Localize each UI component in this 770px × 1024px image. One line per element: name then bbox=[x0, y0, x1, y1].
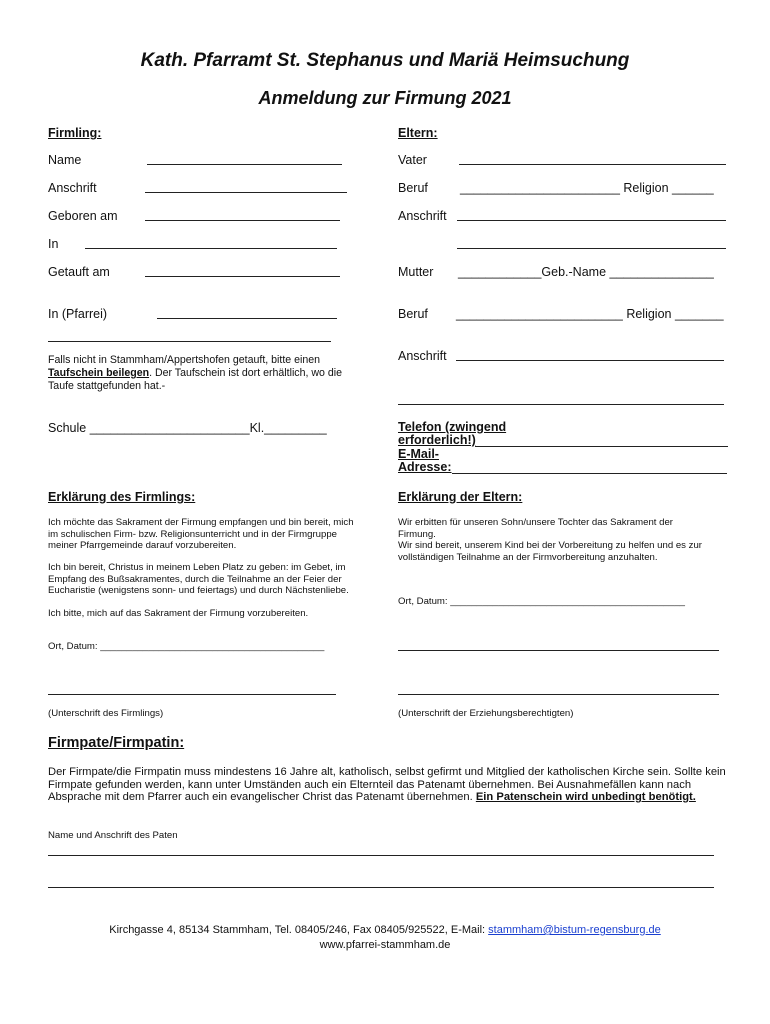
anschrift-2-field-2[interactable] bbox=[398, 404, 724, 405]
in-pfarrei-field[interactable] bbox=[157, 318, 337, 319]
name-field[interactable] bbox=[147, 164, 342, 165]
paten-name-field[interactable] bbox=[48, 855, 714, 856]
eltern-anschrift-field[interactable] bbox=[457, 220, 726, 221]
email-field[interactable] bbox=[452, 473, 727, 474]
erklaerung-eltern-heading: Erklärung der Eltern: bbox=[398, 490, 523, 504]
eltern-anschrift-label: Anschrift bbox=[398, 209, 447, 223]
eltern-anschrift-field-2[interactable] bbox=[457, 248, 726, 249]
beruf-2-label: Beruf bbox=[398, 307, 428, 321]
footer-email-link[interactable]: stammham@bistum-regensburg.de bbox=[488, 924, 661, 936]
firmling-signature-field[interactable] bbox=[48, 694, 336, 695]
page-subtitle: Anmeldung zur Firmung 2021 bbox=[258, 88, 512, 108]
footer-web: www.pfarrei-stammham.de bbox=[319, 939, 451, 951]
getauft-am-label: Getauft am bbox=[48, 265, 110, 279]
beruf-religion-field[interactable]: _______________________ Religion ______ bbox=[460, 181, 714, 195]
firmpate-text: Der Firmpate/die Firmpatin muss mindestens 16 Jahre alt, katholisch, selbst gefirmt und Mitglied der katholischen Kirche sein. Sollte kein Firmpate gefunden werden, kann unter Umständen auch ein Elternteil das Patenamt übernehmen. Bei Ausnahmefällen kann nach Absprache mit dem Pfarrer auch ein evangelischer Christ das Patenamt übernehmen. Ein Patenschein wird unbedingt benötigt. bbox=[48, 766, 726, 803]
getauft-am-field[interactable] bbox=[145, 276, 340, 277]
eltern-signature-field[interactable] bbox=[398, 694, 719, 695]
taufschein-note: Falls nicht in Stammham/Appertshofen getauft, bitte einen Taufschein beilegen. Der Taufschein ist dort erhältlich, wo die Taufe stattgefunden hat.- bbox=[48, 354, 342, 392]
erklaerung-eltern-p2: Wir sind bereit, unserem Kind bei der Vorbereitung zu helfen und es zur vollständigen Teilnahme an der Firmvorbereitung anzuhalten. bbox=[398, 540, 702, 563]
page-title: Kath. Pfarramt St. Stephanus und Mariä Heimsuchung bbox=[140, 50, 630, 71]
schule-field[interactable]: Schule _______________________Kl._________ bbox=[48, 421, 327, 435]
vater-field[interactable] bbox=[459, 164, 726, 165]
in-pfarrei-field-2[interactable] bbox=[48, 341, 331, 342]
footer-address: Kirchgasse 4, 85134 Stammham, Tel. 08405/246, Fax 08405/925522, E-Mail: stammham@bistum-regensburg.de bbox=[109, 924, 661, 936]
firmpate-heading: Firmpate/Firmpatin: bbox=[48, 735, 185, 751]
beruf-label: Beruf bbox=[398, 181, 428, 195]
anschrift-2-field[interactable] bbox=[456, 360, 724, 361]
firmling-heading: Firmling: bbox=[48, 126, 102, 140]
telefon-field[interactable] bbox=[475, 446, 728, 447]
mutter-label: Mutter bbox=[398, 265, 434, 279]
erklaerung-firmling-heading: Erklärung des Firmlings: bbox=[48, 490, 196, 504]
beruf-religion-2-field[interactable]: ________________________ Religion _______ bbox=[456, 307, 724, 321]
geboren-am-label: Geboren am bbox=[48, 209, 118, 223]
paten-anschrift-field[interactable] bbox=[48, 887, 714, 888]
taufschein-bold: Taufschein beilegen bbox=[48, 367, 150, 379]
geboren-am-field[interactable] bbox=[145, 220, 340, 221]
erklaerung-firmling-p1: Ich möchte das Sakrament der Firmung empfangen und bin bereit, mich im schulischen Firm- bzw. Religionsunterricht und in der Firmgruppe meiner Pfarrgemeinde darauf vorzubereiten. bbox=[48, 517, 354, 551]
eltern-extra-field[interactable] bbox=[398, 650, 719, 651]
firmling-signature-label: (Unterschrift des Firmlings) bbox=[48, 708, 164, 719]
vater-label: Vater bbox=[398, 153, 427, 167]
erklaerung-eltern-p1: Wir erbitten für unseren Sohn/unsere Tochter das Sakrament der Firmung. bbox=[398, 517, 673, 540]
eltern-heading: Eltern: bbox=[398, 126, 438, 140]
anschrift-2-label: Anschrift bbox=[398, 349, 447, 363]
email-label: E-Mail-Adresse: bbox=[398, 447, 452, 474]
erklaerung-firmling-p3: Ich bitte, mich auf das Sakrament der Firmung vorzubereiten. bbox=[48, 608, 309, 619]
geb-name-field[interactable]: ____________Geb.-Name _______________ bbox=[458, 265, 714, 279]
firmling-ort-datum-field[interactable]: Ort, Datum: __________________________________________ bbox=[48, 641, 325, 652]
eltern-ort-datum-field[interactable]: Ort, Datum: ____________________________________________ bbox=[398, 596, 686, 607]
erklaerung-firmling-p2: Ich bin bereit, Christus in meinem Leben Platz zu geben: im Gebet, im Empfang des Bußsakramentes, durch die Teilnahme an der Feier der Eucharistie (wenigstens sonn- und feiertags) und durch Nächstenliebe. bbox=[48, 562, 349, 596]
telefon-label: Telefon (zwingend erforderlich!) bbox=[398, 420, 507, 447]
anschrift-field[interactable] bbox=[145, 192, 347, 193]
paten-name-label: Name und Anschrift des Paten bbox=[48, 830, 178, 841]
in-pfarrei-label: In (Pfarrei) bbox=[48, 307, 108, 321]
in-label: In bbox=[48, 237, 59, 251]
in-field[interactable] bbox=[85, 248, 337, 249]
anschrift-label: Anschrift bbox=[48, 181, 97, 195]
name-label: Name bbox=[48, 153, 82, 167]
patenschein-note: Ein Patenschein wird unbedingt benötigt. bbox=[475, 791, 696, 803]
eltern-signature-label: (Unterschrift der Erziehungsberechtigten) bbox=[398, 708, 574, 719]
